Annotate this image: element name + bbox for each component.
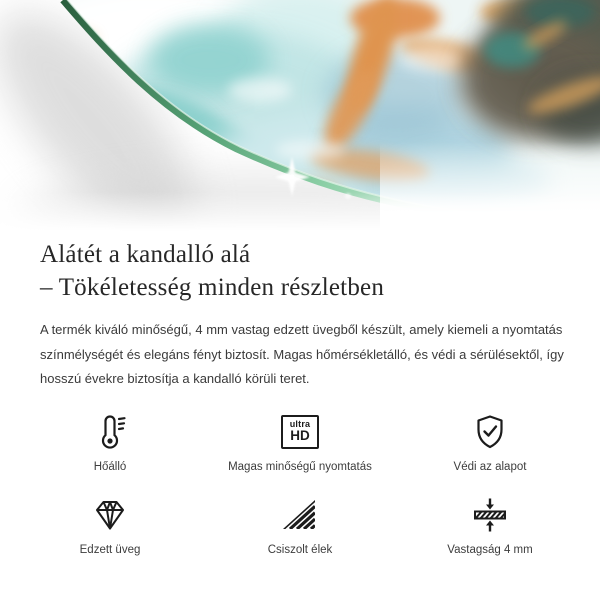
features-grid [0, 411, 600, 556]
ultra-hd-icon [281, 411, 319, 453]
feature-thickness [395, 494, 585, 556]
feature-label: Edzett üveg [79, 543, 141, 556]
feature-label: Védi az alapot [453, 460, 527, 473]
hero-image [0, 0, 600, 232]
feature-heat-resistant [15, 411, 205, 473]
glass-plate-photo [0, 0, 600, 232]
ultra-hd-badge [281, 415, 319, 449]
ultra-hd-badge-bottom: HD [290, 428, 310, 443]
fade-overlay-bottom [0, 180, 600, 232]
feature-label: Vastagság 4 mm [447, 543, 533, 556]
ultra-hd-badge-top: ultra [289, 419, 311, 429]
title-line-2: – Tökéletesség minden részletben [40, 274, 385, 301]
feature-tempered-glass [15, 494, 205, 556]
title-line-1: Alátét a kandalló alá [40, 241, 251, 268]
feature-label: Csiszolt élek [267, 543, 333, 556]
description-line: hosszú évekre biztosítja a kandalló körüli teret. [40, 371, 310, 386]
feature-protects-base [395, 411, 585, 473]
feature-label: Hőálló [93, 460, 127, 473]
shield-check-icon [470, 411, 510, 453]
feature-label: Magas minőségű nyomtatás [228, 460, 372, 473]
feature-polished-edges [205, 494, 395, 556]
description-line: A termék kiváló minőségű, 4 mm vastag edzett üvegből készült, amely kiemeli a nyomtatás [40, 322, 563, 337]
description-line: színmélységét és elegáns fényt biztosít. Magas hőmérsékletálló, és védi a sérülésektől, így [40, 346, 564, 362]
polished-edges-icon [280, 494, 320, 536]
product-description [40, 318, 564, 392]
diamond-icon [90, 494, 130, 536]
thermometer-icon [90, 411, 130, 453]
page-title [40, 238, 560, 304]
thickness-icon [470, 494, 510, 536]
feature-print-quality [205, 411, 395, 473]
